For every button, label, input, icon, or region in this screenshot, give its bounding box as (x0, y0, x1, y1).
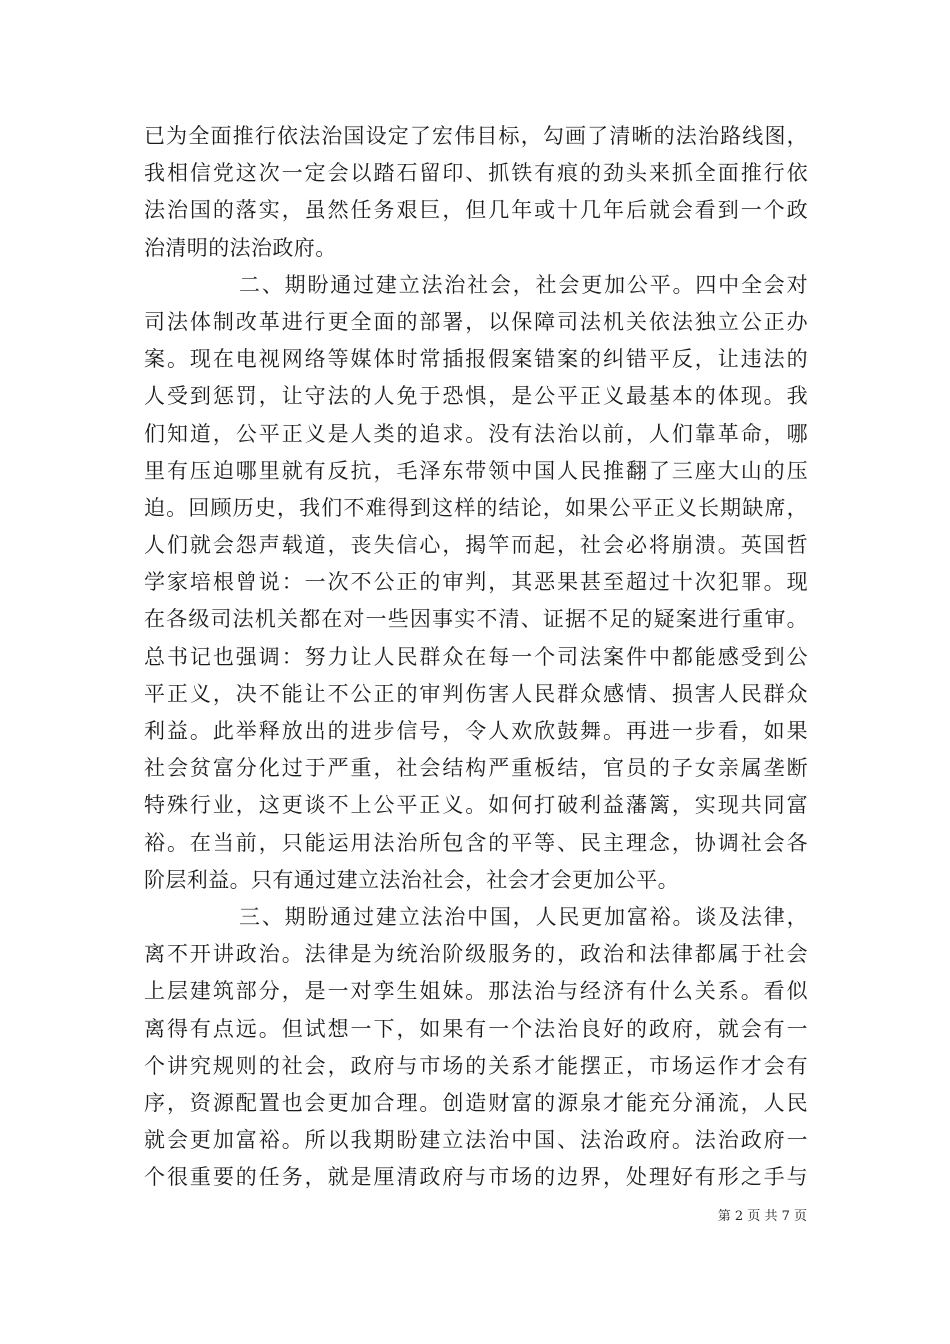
text-line: 司法体制改革进行更全面的部署，以保障司法机关依法独立公正办 (144, 309, 808, 334)
text-line: 离不开讲政治。法律是为统治阶级服务的，政治和法律都属于社会 (144, 942, 808, 967)
text-line: 平正义，决不能让不公正的审判伤害人民群众感情、损害人民群众 (144, 681, 808, 706)
text-line: 离得有点远。但试想一下，如果有一个法治良好的政府，就会有一 (144, 1016, 808, 1041)
paragraph-heading-2: 二、期盼通过建立法治社会，社会更加公平。四中全会对 (239, 272, 808, 297)
text-line: 社会贫富分化过于严重，社会结构严重板结，官员的子女亲属垄断 (144, 756, 808, 781)
text-line: 已为全面推行依法治国设定了宏伟目标，勾画了清晰的法治路线图， (144, 124, 808, 148)
text-line: 案。现在电视网络等媒体时常插报假案错案的纠错平反，让违法的 (144, 347, 808, 372)
text-line: 就会更加富裕。所以我期盼建立法治中国、法治政府。法治政府一 (144, 1128, 808, 1153)
text-line: 利益。此举释放出的进步信号，令人欢欣鼓舞。再进一步看，如果 (144, 719, 808, 743)
text-line: 总书记也强调：努力让人民群众在每一个司法案件中都能感受到公 (144, 644, 808, 669)
text-line: 里有压迫哪里就有反抗，毛泽东带领中国人民推翻了三座大山的压 (144, 458, 808, 483)
text-line: 人受到惩罚，让守法的人免于恐惧，是公平正义最基本的体现。我 (144, 384, 808, 409)
text-line: 序，资源配置也会更加合理。创造财富的源泉才能充分涌流，人民 (144, 1090, 808, 1115)
text-line: 我相信党这次一定会以踏石留印、抓铁有痕的劲头来抓全面推行依 (144, 161, 808, 186)
text-line: 特殊行业，这更谈不上公平正义。如何打破利益藩篱，实现共同富 (144, 793, 808, 818)
text-line: 法治国的落实，虽然任务艰巨，但几年或十几年后就会看到一个政 (144, 198, 808, 223)
text-line: 个很重要的任务，就是厘清政府与市场的边界，处理好有形之手与 (144, 1165, 808, 1190)
text-line: 个讲究规则的社会，政府与市场的关系才能摆正，市场运作才会有 (144, 1053, 808, 1078)
text-line: 在各级司法机关都在对一些因事实不清、证据不足的疑案进行重审。 (144, 607, 808, 632)
text-line: 上层建筑部分，是一对孪生姐妹。那法治与经济有什么关系。看似 (144, 979, 808, 1004)
text-line: 学家培根曾说：一次不公正的审判，其恶果甚至超过十次犯罪。现 (144, 570, 808, 595)
page-number: 第 2 页 共 7 页 (717, 1209, 807, 1224)
text-line: 阶层利益。只有通过建立法治社会，社会才会更加公平。 (144, 867, 679, 892)
text-line: 人们就会怨声载道，丧失信心，揭竿而起，社会必将崩溃。英国哲 (144, 533, 808, 558)
text-line: 们知道，公平正义是人类的追求。没有法治以前，人们靠革命，哪 (144, 421, 808, 446)
text-line: 治清明的法治政府。 (144, 235, 337, 260)
body-text (144, 118, 808, 1196)
text-line: 裕。在当前，只能运用法治所包含的平等、民主理念，协调社会各 (144, 830, 808, 855)
paragraph-heading-3: 三、期盼通过建立法治中国，人民更加富裕。谈及法律， (239, 904, 808, 929)
text-line: 迫。回顾历史，我们不难得到这样的结论，如果公平正义长期缺席， (144, 495, 808, 520)
